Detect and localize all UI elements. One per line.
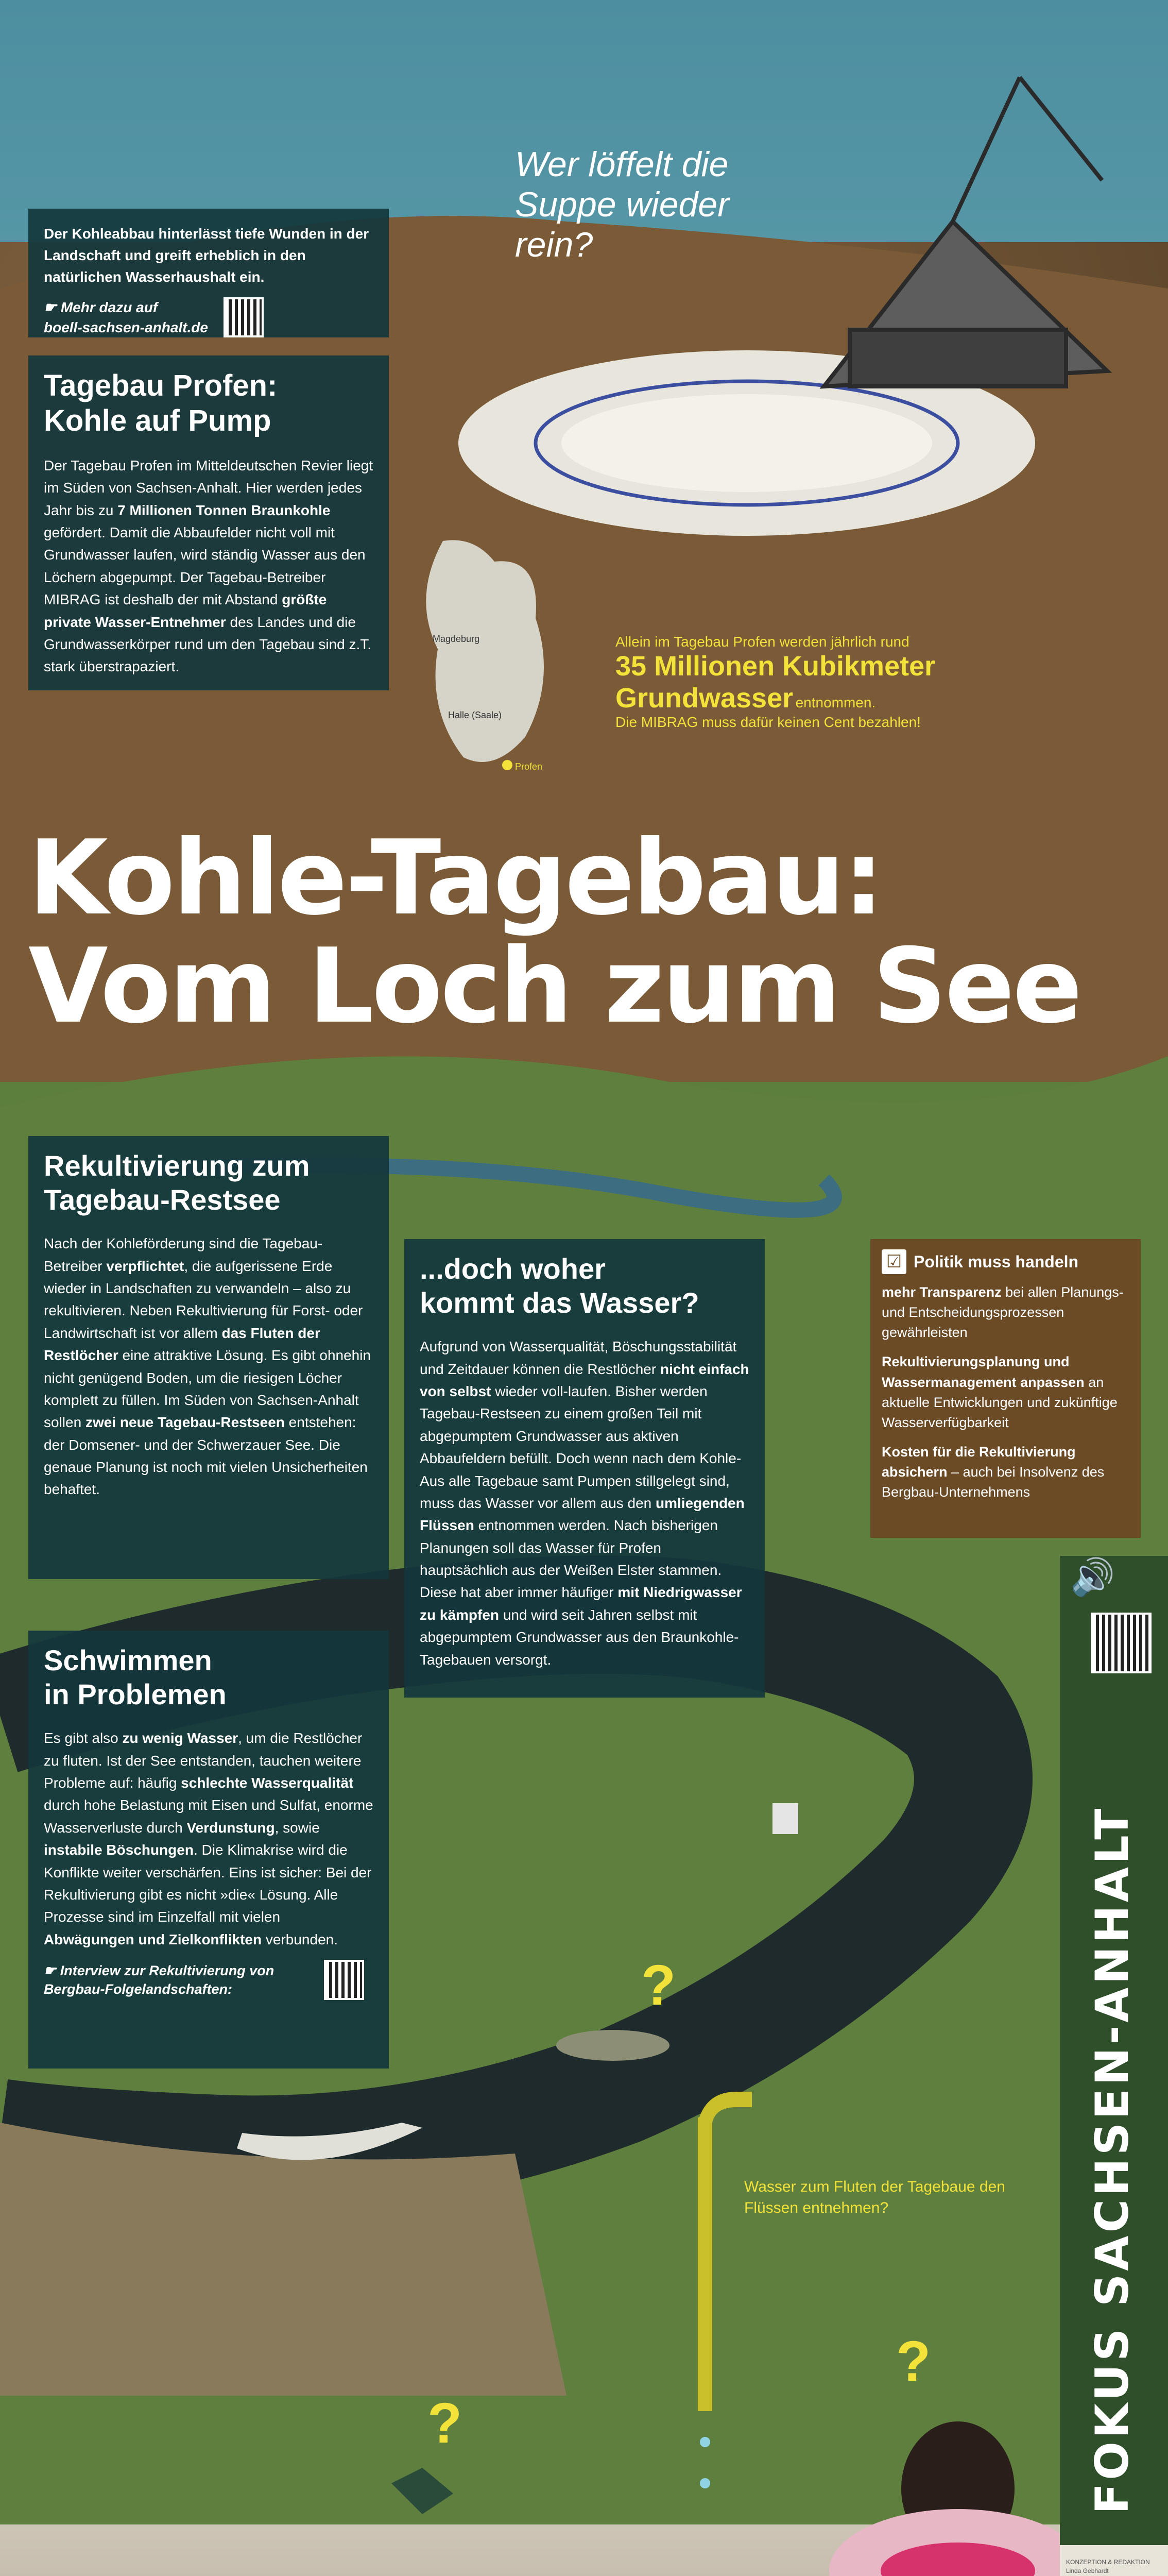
schw-text-5: . Die Klimakrise wird die Konflikte weiter verschärfen. Eins ist sicher: Bei der Rekultivierung gibt es nicht »die« Lösung. Alle Prozesse sind im Einzelfall mit vielen — [44, 1842, 372, 1925]
intro-box — [28, 209, 389, 337]
map-marker — [502, 760, 512, 770]
profen-bold-2: größte private Wasser-Entnehmer — [44, 591, 327, 630]
wasser-text-3: entnommen werden. Nach bisherigen Planungen soll das Wasser für Profen hauptsächlich aus der Weißen Elster stammen. Diese hat aber immer häufiger — [420, 1517, 722, 1601]
rek-text-2: , die aufgerissene Erde wieder in Landschaften zu verwandeln – also zu rekultivieren. Neben Rekultivierung für Forst- oder Landwirtschaft ist vor allem — [44, 1258, 363, 1341]
wasser-bold-3: mit Niedrigwasser zu kämpfen — [420, 1584, 742, 1623]
main-title-line2: Vom Loch zum See — [28, 926, 1080, 1046]
speaker-icon[interactable]: 🔊 — [1070, 1556, 1115, 1598]
profen-text-2: gefördert. Damit die Abbaufelder nicht voll mit Grundwasser laufen, wird ständig Wasser aus den Löchern abgepumpt. Der Tagebau-Betreiber MIBRAG ist deshalb der mit Abstand — [44, 524, 366, 608]
wasser-bold-1: nicht einfach von selbst — [420, 1361, 749, 1399]
groundwater-line2: entnommen. — [795, 694, 876, 711]
profen-title-1: Tagebau Profen: — [44, 369, 278, 402]
profen-bold-1: 7 Millionen Tonnen Braunkohle — [117, 502, 331, 518]
profen-body — [44, 454, 373, 678]
politik-title: Politik muss handeln — [914, 1252, 1079, 1271]
main-title-line1: Kohle-Tagebau: — [28, 818, 882, 938]
water-drop — [700, 2437, 710, 2447]
rekultivierung-title-2: Tagebau-Restsee — [44, 1183, 281, 1216]
schw-text-2: , um die Restlöcher zu fluten. Ist der See entstanden, tauchen weitere Probleme auf: häufig — [44, 1730, 363, 1791]
excavator — [824, 77, 1107, 386]
schw-bold-1: zu wenig Wasser — [122, 1730, 238, 1747]
wasser-panel — [404, 1239, 765, 1698]
groundwater-line1: Allein im Tagebau Profen werden jährlich rund — [615, 634, 909, 650]
schwimmen-body — [44, 1727, 373, 1951]
wasser-text-2: wieder voll-laufen. Bisher werden Tagebau-Restseen zu einem großen Teil mit abgepumptem Grundwasser aus aktiven Abbaufeldern befüllt. Doch wenn nach dem Kohle-Aus alle Tagebaue samt Pumpen stillgelegt sind, muss das Wasser vor allem aus den — [420, 1383, 742, 1511]
checklist-icon: ☑ — [882, 1249, 906, 1274]
wasser-text-1: Aufgrund von Wasserqualität, Böschungsstabilität und Zeitdauer können die Restlöcher — [420, 1338, 737, 1377]
schw-bold-2: schlechte Wasserqualität — [181, 1774, 354, 1791]
question-mark-girl: ? — [896, 2330, 931, 2393]
schwimmen-title-2: in Problemen — [44, 1678, 227, 1711]
audio-block — [1060, 1556, 1168, 1674]
rek-text-4: entstehen: der Domsener- und der Schwerzauer See. Die genaue Planung ist noch mit vielen Unsicherheiten behaftet. — [44, 1414, 368, 1498]
groundwater-line3: Die MIBRAG muss dafür keinen Cent bezahlen! — [615, 714, 921, 731]
schw-text-6: verbunden. — [265, 1931, 338, 1947]
politik-item2-bold: Rekultivierungsplanung und Wassermanagement anpassen — [882, 1354, 1085, 1390]
rek-bold-1: verpflichtet — [106, 1258, 184, 1274]
rekultivierung-panel — [28, 1136, 389, 1579]
wasser-text-4: und wird seit Jahren selbst mit abgepumptem Grundwasser aus den Braunkohle-Tagebauen versorgt. — [420, 1606, 739, 1668]
rekultivierung-title-1: Rekultivierung zum — [44, 1149, 310, 1182]
rekultivierung-body — [44, 1232, 373, 1501]
brand-vertical: FOKUS SACHSEN-ANHALT — [1086, 1805, 1139, 2514]
wasser-title-1: ...doch woher — [420, 1252, 606, 1285]
interview-link[interactable]: ☛ Interview zur Rekultivierung von Bergbau-Folgelandschaften: — [44, 1962, 274, 1997]
rek-text-3: eine attraktive Lösung. Es gibt ohnehin nicht genügend Boden, um die riesigen Löcher komplett zu füllen. Im Süden von Sachsen-Anhalt sollen — [44, 1347, 371, 1431]
schwimmen-title-1: Schwimmen — [44, 1644, 212, 1676]
rek-bold-2: das Fluten der Restlöcher — [44, 1325, 320, 1364]
map-city-halle: Halle (Saale) — [448, 710, 502, 720]
profen-text-3: des Landes und die Grundwasserkörper rund um den Tagebau sind z.T. stark überstrapaziert. — [44, 614, 372, 675]
paddle-boarder — [772, 1803, 798, 1834]
intro-more-link[interactable]: boell-sachsen-anhalt.de — [44, 319, 208, 336]
interview-qr-code-icon[interactable] — [324, 1960, 364, 2000]
credit-line: KONZEPTION & REDAKTION — [1066, 2558, 1150, 2566]
map-city-magdeburg: Magdeburg — [433, 634, 480, 644]
water-pipe — [698, 2117, 712, 2411]
tagline: Wer löffelt die Suppe wieder rein? — [515, 145, 729, 265]
wasser-bold-2: umliegenden Flüssen — [420, 1495, 745, 1534]
schw-text-4: , sowie — [274, 1819, 320, 1836]
question-mark-fish: ? — [641, 1954, 676, 2017]
schwimmen-panel — [28, 1631, 389, 2069]
politik-item3-text: – auch bei Insolvenz des Bergbau-Unternehmens — [882, 1464, 1105, 1500]
qr-code-icon[interactable] — [224, 297, 264, 337]
schw-bold-4: instabile Böschungen — [44, 1842, 194, 1858]
politik-item1-bold: mehr Transparenz — [882, 1284, 1002, 1300]
politik-item2-text: an aktuelle Entwicklungen und zukünftige Wasserverfügbarkeit — [882, 1374, 1118, 1430]
map-city-profen: Profen — [515, 761, 543, 772]
pipe-note: Wasser zum Fluten der Tagebaue den Flüssen entnehmen? — [744, 2178, 1005, 2216]
wasser-title-2: kommt das Wasser? — [420, 1286, 699, 1319]
question-mark-dragonfly: ? — [427, 2392, 462, 2455]
rek-text-1: Nach der Kohleförderung sind die Tagebau-Betreiber — [44, 1235, 323, 1274]
profen-text-1: Der Tagebau Profen im Mitteldeutschen Revier liegt im Süden von Sachsen-Anhalt. Hier werden jedes Jahr bis zu — [44, 457, 373, 518]
audio-qr-code-icon[interactable] — [1091, 1613, 1152, 1673]
intro-more-label: ☛ Mehr dazu auf — [44, 299, 158, 315]
dry-riverbed — [0, 2123, 566, 2396]
main-title — [28, 818, 1080, 1046]
intro-text: Der Kohleabbau hinterlässt tiefe Wunden in der Landschaft und greift erheblich in den natürlichen Wasserhaushalt ein. — [44, 226, 369, 285]
rek-bold-3: zwei neue Tagebau-Restseen — [85, 1414, 285, 1431]
politik-panel — [870, 1239, 1141, 1538]
schw-bold-3: Verdunstung — [186, 1819, 275, 1836]
profen-title-2: Kohle auf Pump — [44, 404, 271, 438]
schw-text-3: durch hohe Belastung mit Eisen und Sulfat, enorme Wasserverluste durch — [44, 1797, 373, 1836]
politik-item1-text: bei allen Planungs- und Entscheidungsprozessen gewährleisten — [882, 1284, 1124, 1341]
schw-bold-5: Abwägungen und Zielkonflikten — [44, 1931, 262, 1947]
groundwater-callout — [615, 634, 1017, 731]
plate-center — [561, 394, 932, 492]
profen-panel — [28, 355, 389, 690]
wasser-body — [420, 1335, 749, 1671]
groundwater-big: 35 Millionen Kubikmeter Grundwasser — [615, 651, 936, 714]
fish — [556, 2030, 669, 2061]
politik-item3-bold: Kosten für die Rekultivierung absichern — [882, 1444, 1076, 1480]
credits-block — [1066, 2558, 1159, 2576]
schw-text-1: Es gibt also — [44, 1730, 118, 1747]
credit-line: Linda Gebhardt — [1066, 2567, 1109, 2574]
